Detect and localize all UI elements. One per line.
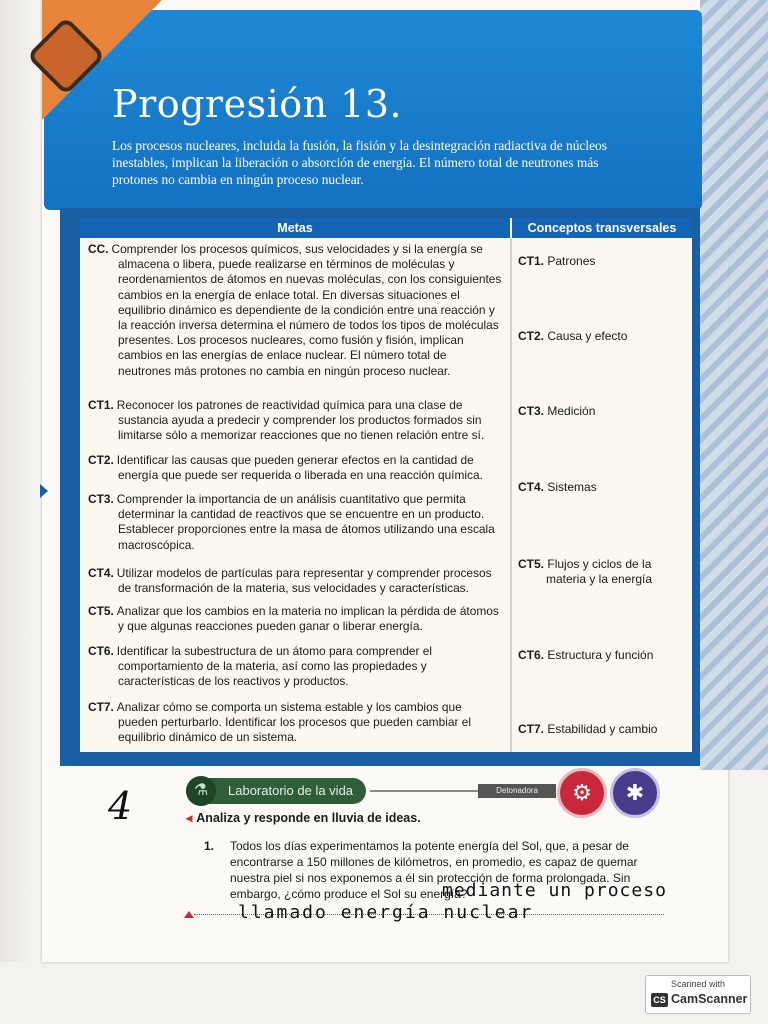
goal-text: Identificar las causas que pueden generar efectos en la cantidad de energía que puede ser requerida o liberada en una reacción química. bbox=[116, 453, 483, 483]
goal-text: Reconocer los patrones de reactividad química para una clase de sustancia ayuda a predecir y comprender los productos formados sin limitarse sólo a memorizar reacciones que no tienen relación entre sí. bbox=[116, 398, 485, 443]
concept-item-ct6: CT6. Estructura y función bbox=[518, 648, 654, 662]
instruction: ◂ Analiza y responde en lluvia de ideas. bbox=[186, 811, 421, 825]
goal-item-ct5 bbox=[88, 604, 502, 634]
goal-code: CT7. bbox=[88, 700, 114, 714]
camscanner-logo-icon: CS bbox=[651, 993, 668, 1007]
goal-text: Comprender los procesos químicos, sus velocidades y si la energía se almacena o libera, puede realizarse en términos de moléculas y reordenamientos de átomos en nuevas moléculas, con los consiguientes cambios en la energía de enlace total. En diversas situaciones el equilibrio dinámico es dependiente de la condición entre una reacción y la reacción inversa determina el número de todos los tipos de moléculas presentes. Los procesos nucleares, como fusión y fisión, implican cambios en las energías de enlace nuclear. El número total de neutrones más protones no cambia en ningún proceso nuclear. bbox=[111, 242, 502, 378]
watermark-name: CamScanner bbox=[671, 992, 748, 1006]
goal-code: CT4. bbox=[88, 566, 114, 580]
intro-text: Los procesos nucleares, incluida la fusión, la fisión y la desintegración radiactiva de núcleos inestables, implican la liberación o absorción de energía. El número total de neutrones más protones no cambia en ningún proceso nuclear. bbox=[112, 138, 607, 187]
goal-code: CT6. bbox=[88, 644, 114, 658]
goal-item-ct3 bbox=[88, 492, 502, 553]
page-right-decoration bbox=[700, 0, 768, 770]
goal-code: CT1. bbox=[88, 398, 114, 412]
handwritten-answer-line-1: mediante un proceso bbox=[442, 880, 667, 901]
column-divider bbox=[510, 238, 512, 752]
detonadora-tag: Detonadora bbox=[478, 784, 556, 798]
lab-banner: Laboratorio de la vida bbox=[186, 778, 366, 804]
goal-text: Comprender la importancia de un análisis cuantitativo que permita determinar la cantidad de reactivos que se encuentre en un producto. Establecer proporciones entre la masa de átomos utilizando una escala macroscópica. bbox=[116, 492, 495, 552]
red-triangle-icon bbox=[184, 911, 194, 918]
question-text: Todos los días experimentamos la potente energía del Sol, que, a pesar de encontrarse a 150 millones de kilómetros, en promedio, es capaz de quemar nuestra piel si nos exponemos a él sin protección de forma prolongada. Sin embargo, ¿cómo produce el Sol su energía? bbox=[230, 839, 638, 901]
concept-item-ct3: CT3. Medición bbox=[518, 404, 596, 418]
flask-icon: ⚗ bbox=[186, 776, 216, 806]
concept-item-ct1: CT1. Patrones bbox=[518, 254, 596, 268]
goal-code: CT5. bbox=[88, 604, 114, 618]
handwritten-answer-line-2: llamado energía nuclear bbox=[238, 902, 534, 923]
camscanner-watermark bbox=[645, 975, 751, 1014]
concept-item-ct5: CT5. Flujos y ciclos de la materia y la energía bbox=[518, 557, 653, 586]
page-left-margin bbox=[0, 0, 42, 962]
goal-item-ct6 bbox=[88, 644, 502, 690]
goal-item-ct2 bbox=[88, 453, 502, 483]
handwritten-number: 4 bbox=[108, 784, 133, 828]
question-number: 1. bbox=[204, 839, 215, 853]
gear-icon: ⚙ bbox=[557, 768, 607, 818]
running-person-icon: ✱ bbox=[610, 768, 660, 818]
goal-item-ct7 bbox=[88, 700, 502, 746]
page-title: Progresión 13. bbox=[112, 82, 403, 126]
side-arrow-icon bbox=[40, 484, 48, 498]
goal-text: Identificar la subestructura de un átomo para comprender el comportamiento de la materia, así como las propiedades y características de los reactivos y productos. bbox=[116, 644, 433, 689]
watermark-caption: Scanned with bbox=[670, 979, 726, 989]
goal-text: Utilizar modelos de partículas para representar y comprender procesos de transformación de la materia, sus velocidades y características. bbox=[116, 566, 492, 596]
column-header-concepts: Conceptos transversales bbox=[512, 218, 692, 238]
concept-item-ct7: CT7. Estabilidad y cambio bbox=[518, 722, 658, 736]
goal-item-ct1 bbox=[88, 398, 502, 444]
column-header-goals: Metas bbox=[80, 218, 510, 238]
goal-text: Analizar que los cambios en la materia no implican la pérdida de átomos y que algunas reacciones pueden ganar o liberar energía. bbox=[116, 604, 499, 634]
goal-code: CT3. bbox=[88, 492, 114, 506]
goals-table bbox=[80, 218, 692, 752]
concept-item-ct2: CT2. Causa y efecto bbox=[518, 329, 628, 343]
goal-item-ct4 bbox=[88, 566, 502, 596]
goal-code: CT2. bbox=[88, 453, 114, 467]
goal-code: CC. bbox=[88, 242, 109, 256]
goal-item-cc bbox=[88, 242, 502, 379]
arrow-left-icon: ◂ bbox=[186, 811, 193, 825]
concept-item-ct4: CT4. Sistemas bbox=[518, 480, 597, 494]
goal-text: Analizar cómo se comporta un sistema estable y los cambios que pueden perturbarlo. Identificar los procesos que pueden cambiar el equilibrio dinámico de un sistema. bbox=[116, 700, 471, 745]
